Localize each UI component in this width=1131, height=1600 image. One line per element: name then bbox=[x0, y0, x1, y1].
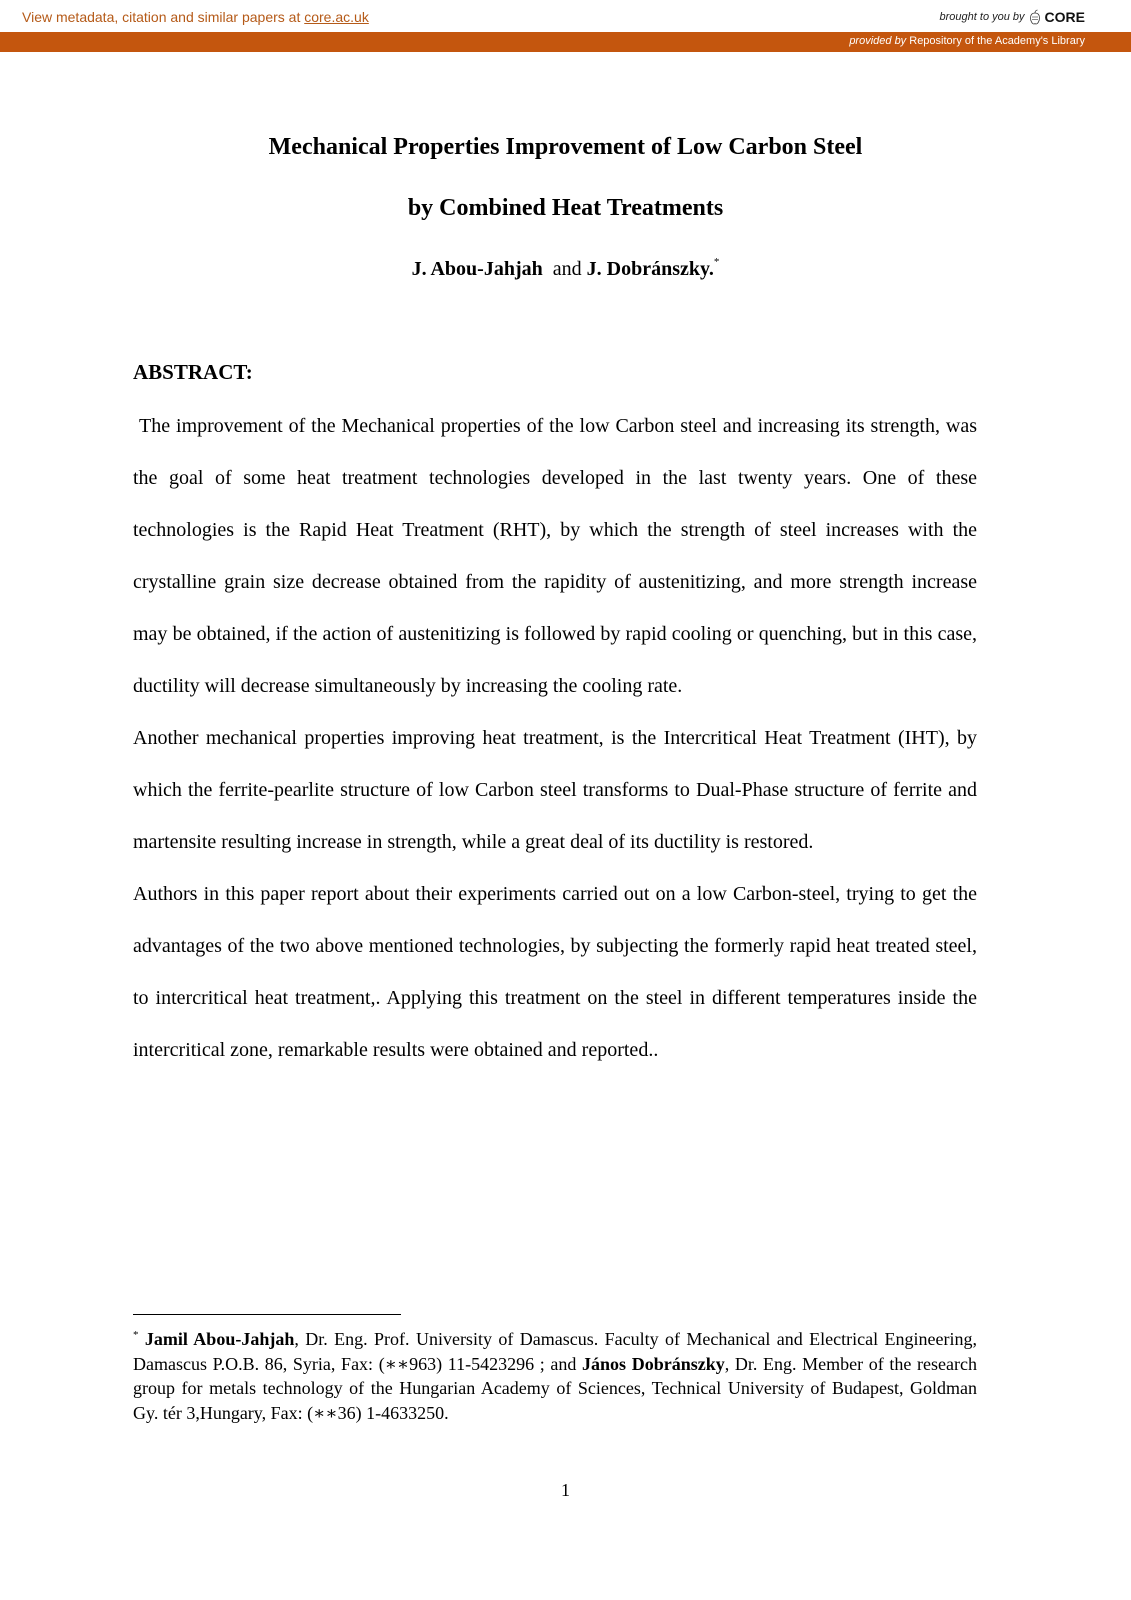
paper-title-line-2: by Combined Heat Treatments bbox=[407, 195, 724, 221]
author-2: J. Dobránszky. bbox=[586, 258, 714, 280]
author-footnote-mark: * bbox=[713, 256, 720, 268]
provided-by-text: provided by bbox=[849, 35, 907, 47]
provider-link[interactable]: Repository of the Academy's Library bbox=[909, 35, 1085, 47]
abstract-heading: ABSTRACT: bbox=[133, 360, 253, 384]
abstract-paragraph-1: The improvement of the Mechanical properties of the low Carbon steel and increasing its strength, was the goal of some heat treatment technologies developed in the last twenty years. One of these technologies is the Rapid Heat Treatment (RHT), by which the strength of steel increases with the crystalline grain size decrease obtained from the rapidity of austenitizing, and more strength increase may be obtained, if the action of austenitizing is followed by rapid cooling or quenching, but in this case, ductility will decrease simultaneously by increasing the cooling rate. bbox=[133, 415, 977, 697]
footnote-name-1: Jamil Abou-Jahjah bbox=[144, 1329, 295, 1349]
footnote-name-2: János Dobránszky bbox=[582, 1353, 725, 1374]
footnote-divider bbox=[133, 1314, 401, 1315]
footnote-text-2: , Dr. Eng. Member of the research group for metals technology of the Hungarian Academy of Sciences, Technical University of Budapest, Goldman Gy. tér 3,Hungary, Fax: (∗∗36) 1-4633250. bbox=[133, 1353, 977, 1423]
abstract-paragraph-3: Authors in this paper report about their experiments carried out on a low Carbon-steel, trying to get the advantages of the two above mentioned technologies, by subjecting the formerly rapid heat treated steel, to intercritical heat treatment,. Applying this treatment on the steel in different temperatures inside the intercritical zone, remarkable results were obtained and reported.. bbox=[133, 883, 977, 1061]
core-logo[interactable]: CORE bbox=[1044, 9, 1085, 25]
footnote bbox=[133, 1323, 977, 1425]
author-separator: and bbox=[552, 258, 582, 280]
footnote-mark: * bbox=[133, 1329, 139, 1341]
author-line bbox=[0, 256, 1131, 281]
core-link[interactable]: core.ac.uk bbox=[304, 9, 369, 25]
page-number: 1 bbox=[561, 1480, 570, 1500]
core-metadata-prefix: View metadata, citation and similar papers at bbox=[22, 9, 305, 25]
paper-title-line-1: Mechanical Properties Improvement of Low Carbon Steel bbox=[268, 134, 863, 160]
core-metadata-text bbox=[22, 9, 369, 25]
core-banner bbox=[0, 0, 1131, 54]
core-brought-by bbox=[940, 9, 1085, 25]
core-apple-icon bbox=[1029, 9, 1041, 25]
core-provided-by bbox=[849, 35, 1085, 47]
abstract-paragraph-2: Another mechanical properties improving heat treatment, is the Intercritical Heat Treatment (IHT), by which the ferrite-pearlite structure of low Carbon steel transforms to Dual-Phase structure of ferrite and martensite resulting increase in strength, while a great deal of its ductility is restored. bbox=[133, 727, 977, 853]
brought-to-you-text: brought to you by bbox=[939, 11, 1025, 23]
abstract-body bbox=[133, 400, 977, 1076]
author-1: J. Abou-Jahjah bbox=[411, 258, 543, 280]
footnote-text-1: , Dr. Eng. Prof. University of Damascus. Faculty of Mechanical and Electrical Engineering, Damascus P.O.B. 86, Syria, Fax: (∗∗963) 11-5423296 ; and bbox=[133, 1329, 977, 1374]
